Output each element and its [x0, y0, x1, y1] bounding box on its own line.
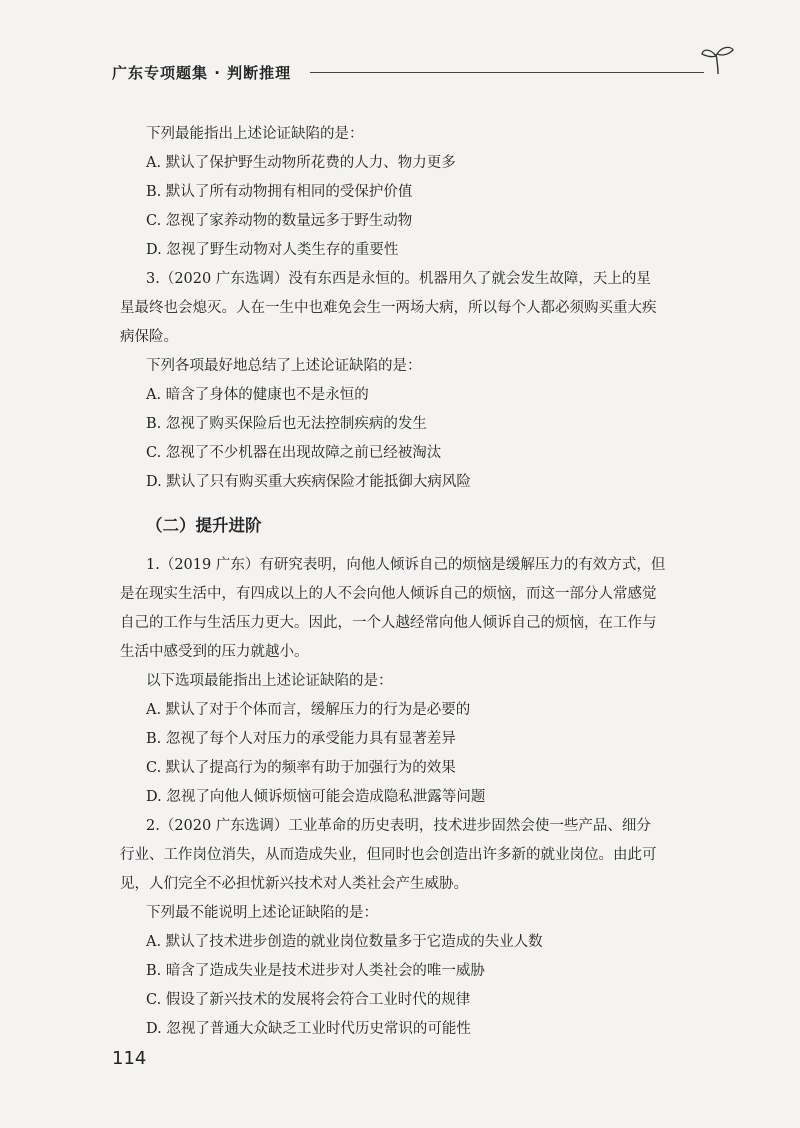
option-c: C. 忽视了家养动物的数量远多于野生动物: [146, 213, 413, 229]
option-b: B. 忽视了购买保险后也无法控制疾病的发生: [146, 416, 427, 432]
option-b: B. 默认了所有动物拥有相同的受保护价值: [146, 184, 413, 200]
option-d: D. 忽视了野生动物对人类生存的重要性: [146, 242, 399, 258]
question-stem-line: 见，人们完全不必担忧新兴技术对人类社会产生威胁。: [120, 876, 468, 892]
option-d: D. 忽视了普通大众缺乏工业时代历史常识的可能性: [146, 1021, 471, 1037]
option-b: B. 忽视了每个人对压力的承受能力具有显著差异: [146, 731, 456, 747]
question-prompt: 以下选项最能指出上述论证缺陷的是：: [146, 673, 393, 689]
question-prompt: 下列最不能说明上述论证缺陷的是：: [146, 905, 378, 921]
question-3: [120, 265, 686, 497]
option-a: A. 默认了保护野生动物所花费的人力、物力更多: [146, 155, 456, 171]
question-stem-line: 行业、工作岗位消失，从而造成失业，但同时也会创造出许多新的就业岗位。由此可: [120, 847, 657, 863]
header-title: 广东专项题集 · 判断推理: [112, 64, 292, 82]
question-stem-line: 星最终也会熄灭。人在一生中也难免会生一两场大病，所以每个人都必须购买重大疾: [120, 300, 657, 316]
section-question-2: [120, 812, 686, 1044]
sprout-icon: [700, 44, 736, 78]
question-stem-line: 病保险。: [120, 329, 178, 345]
option-a: A. 暗含了身体的健康也不是永恒的: [146, 387, 369, 403]
section-question-1: [120, 551, 686, 812]
question-stem-line: 自己的工作与生活压力更大。因此，一个人越经常向他人倾诉自己的烦恼，在工作与: [120, 615, 657, 631]
question-stem-line: 2.（2020 广东选调）工业革命的历史表明，技术进步固然会使一些产品、细分: [146, 818, 651, 834]
option-a: A. 默认了技术进步创造的就业岗位数量多于它造成的失业人数: [146, 934, 543, 950]
option-a: A. 默认了对于个体而言，缓解压力的行为是必要的: [146, 702, 471, 718]
question-stem-line: 1.（2019 广东）有研究表明，向他人倾诉自己的烦恼是缓解压力的有效方式，但: [146, 557, 666, 573]
page-content: [120, 120, 686, 1044]
option-b: B. 暗含了造成失业是技术进步对人类社会的唯一威胁: [146, 963, 485, 979]
option-c: C. 默认了提高行为的频率有助于加强行为的效果: [146, 760, 456, 776]
page-number: 114: [112, 1048, 147, 1069]
page-header: [112, 58, 736, 88]
question-stem-line: 3.（2020 广东选调）没有东西是永恒的。机器用久了就会发生故障，天上的星: [146, 271, 651, 287]
question-block-continued: [146, 120, 686, 265]
question-prompt: 下列各项最好地总结了上述论证缺陷的是：: [146, 358, 422, 374]
option-c: C. 忽视了不少机器在出现故障之前已经被淘汰: [146, 445, 442, 461]
option-d: D. 忽视了向他人倾诉烦恼可能会造成隐私泄露等问题: [146, 789, 486, 805]
question-prompt: 下列最能指出上述论证缺陷的是：: [146, 126, 364, 142]
question-stem-line: 是在现实生活中，有四成以上的人不会向他人倾诉自己的烦恼，而这一部分人常感觉: [120, 586, 657, 602]
option-c: C. 假设了新兴技术的发展将会符合工业时代的规律: [146, 992, 471, 1008]
question-stem-line: 生活中感受到的压力就越小。: [120, 644, 309, 660]
section-title: （二）提升进阶: [146, 516, 262, 535]
header-rule: [310, 72, 704, 73]
option-d: D. 默认了只有购买重大疾病保险才能抵御大病风险: [146, 474, 471, 490]
